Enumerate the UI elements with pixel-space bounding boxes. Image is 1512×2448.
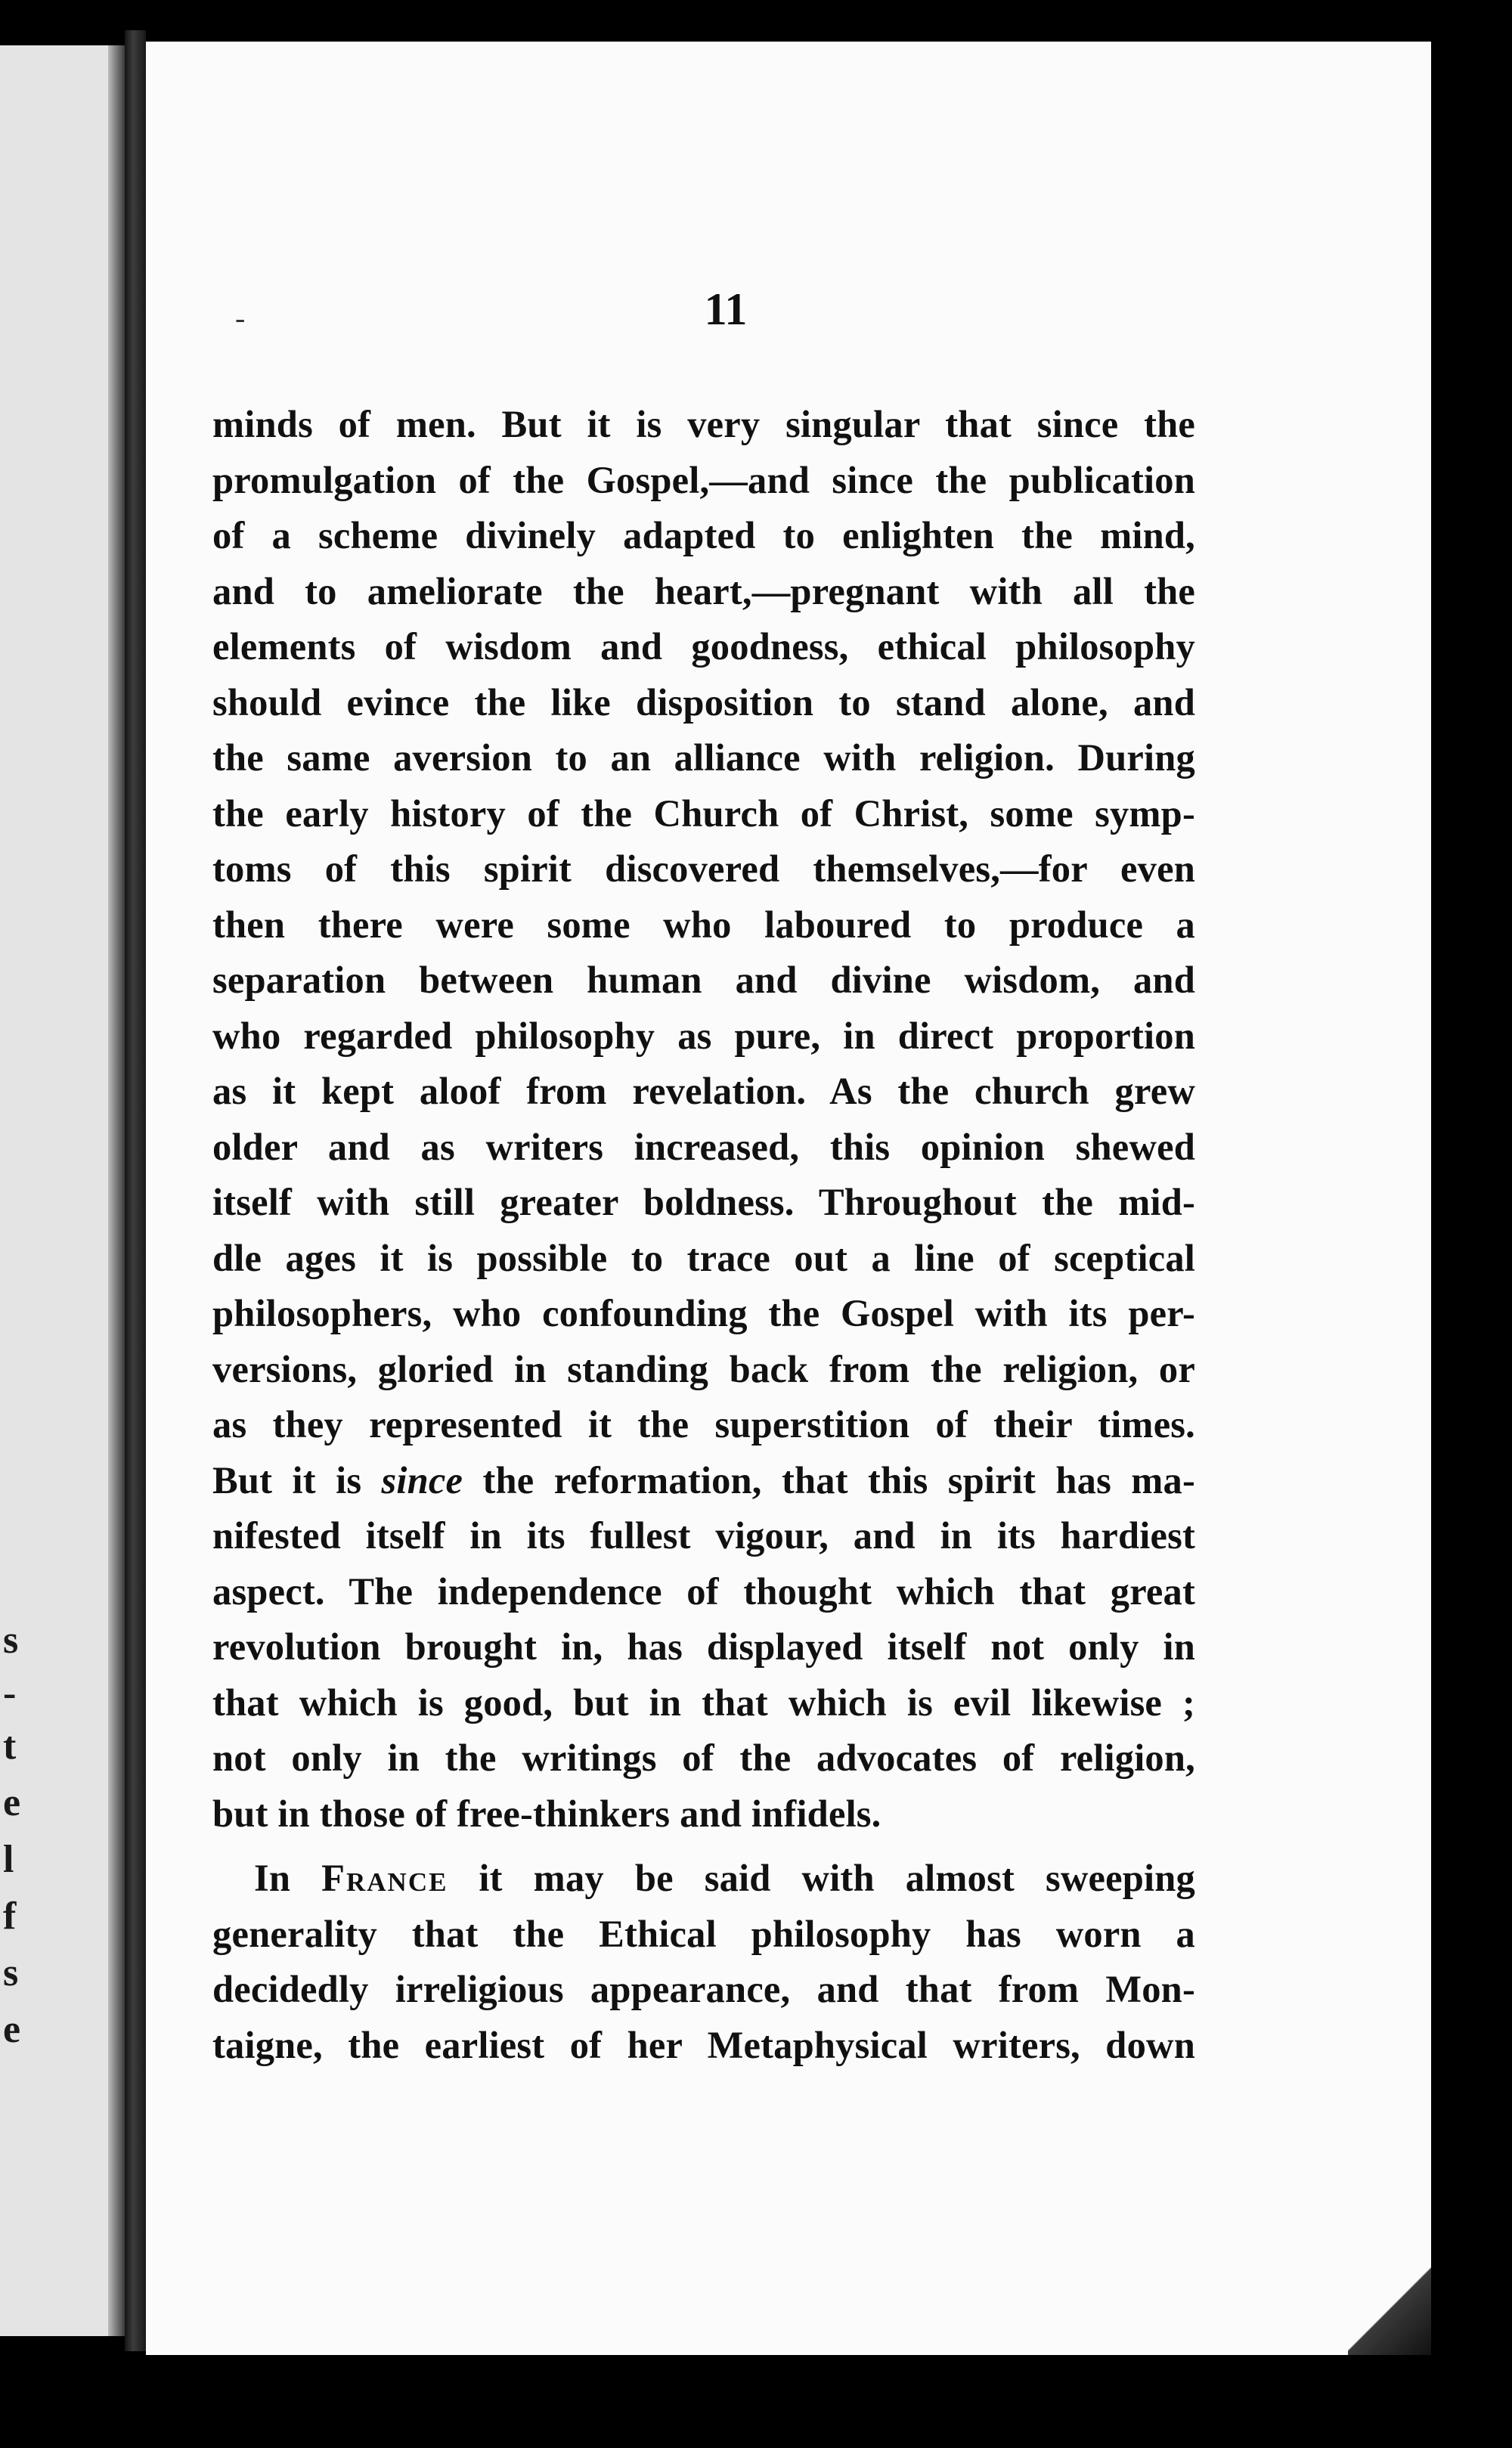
page-mark: - bbox=[235, 301, 246, 335]
left-fragment: - bbox=[3, 1672, 17, 1715]
text-line: of a scheme divinely adapted to enlighten the mind, bbox=[212, 514, 1195, 556]
text-line: toms of this spirit discovered themselves,—for even bbox=[212, 848, 1195, 890]
left-fragment: e bbox=[3, 1781, 21, 1824]
text-segment: it may be said with almost sweeping bbox=[448, 1857, 1195, 1899]
text-line: taigne, the earliest of her Metaphysical writers, down bbox=[212, 2023, 1195, 2066]
left-fragment: s bbox=[3, 1619, 19, 1662]
left-page-edge bbox=[0, 45, 125, 2336]
page-corner-curl bbox=[1348, 2242, 1431, 2355]
text-line: and to ameliorate the heart,—pregnant with all the bbox=[212, 569, 1195, 612]
spine-shadow bbox=[108, 45, 125, 2336]
left-fragment: l bbox=[3, 1838, 14, 1881]
text-line: who regarded philosophy as pure, in direct proportion bbox=[212, 1014, 1195, 1057]
text-line: itself with still greater boldness. Throughout the mid- bbox=[212, 1181, 1195, 1223]
text-segment: In bbox=[254, 1857, 322, 1899]
text-line: revolution brought in, has displayed itself not only in bbox=[212, 1625, 1195, 1668]
text-line: versions, gloried in standing back from the religion, or bbox=[212, 1347, 1195, 1390]
left-page-text-fragments bbox=[0, 45, 125, 2336]
text-line: that which is good, but in that which is evil likewise ; bbox=[212, 1681, 1195, 1724]
text-line: minds of men. But it is very singular that since the bbox=[212, 403, 1195, 445]
text-line bbox=[212, 1851, 1195, 1907]
text-line: dle ages it is possible to trace out a line of sceptical bbox=[212, 1236, 1195, 1279]
text-line: nifested itself in its fullest vigour, and in its hardiest bbox=[212, 1514, 1195, 1557]
italic-word: since bbox=[381, 1458, 463, 1501]
text-line: as it kept aloof from revelation. As the church grew bbox=[212, 1070, 1195, 1112]
book-gutter bbox=[125, 30, 146, 2351]
text-line: elements of wisdom and goodness, ethical philosophy bbox=[212, 625, 1195, 668]
text-line: aspect. The independence of thought which that great bbox=[212, 1570, 1195, 1613]
text-line: but in those of free-thinkers and infidels. bbox=[212, 1792, 881, 1835]
text-line: decidedly irreligious appearance, and that from Mon- bbox=[212, 1968, 1195, 2010]
book-page bbox=[146, 42, 1431, 2355]
text-line: older and as writers increased, this opinion shewed bbox=[212, 1125, 1195, 1168]
text-line bbox=[212, 1453, 1195, 1509]
text-line: as they represented it the superstition of their times. bbox=[212, 1403, 1195, 1446]
text-line: the same aversion to an alliance with religion. During bbox=[212, 736, 1195, 779]
text-line: generality that the Ethical philosophy has worn a bbox=[212, 1912, 1195, 1955]
text-line: philosophers, who confounding the Gospel with its per- bbox=[212, 1292, 1195, 1334]
left-fragment: s bbox=[3, 1951, 19, 1994]
text-line: then there were some who laboured to produce a bbox=[212, 903, 1195, 946]
small-caps-word: France bbox=[321, 1857, 448, 1899]
text-line: the early history of the Church of Christ, some symp- bbox=[212, 792, 1195, 835]
page-number: 11 bbox=[704, 284, 748, 334]
text-line: separation between human and divine wisdom, and bbox=[212, 959, 1195, 1001]
text-line: promulgation of the Gospel,—and since the publication bbox=[212, 458, 1195, 501]
body-text bbox=[212, 397, 1195, 2073]
text-segment: But it is bbox=[212, 1458, 382, 1501]
text-line: not only in the writings of the advocates of religion, bbox=[212, 1737, 1195, 1779]
left-fragment: t bbox=[3, 1724, 17, 1768]
text-line: should evince the like disposition to stand alone, and bbox=[212, 680, 1195, 724]
paragraph-gap bbox=[212, 1842, 1195, 1851]
text-segment: the reformation, that this spirit has ma- bbox=[463, 1458, 1195, 1501]
left-fragment: f bbox=[3, 1895, 17, 1938]
left-fragment: e bbox=[3, 2008, 21, 2051]
